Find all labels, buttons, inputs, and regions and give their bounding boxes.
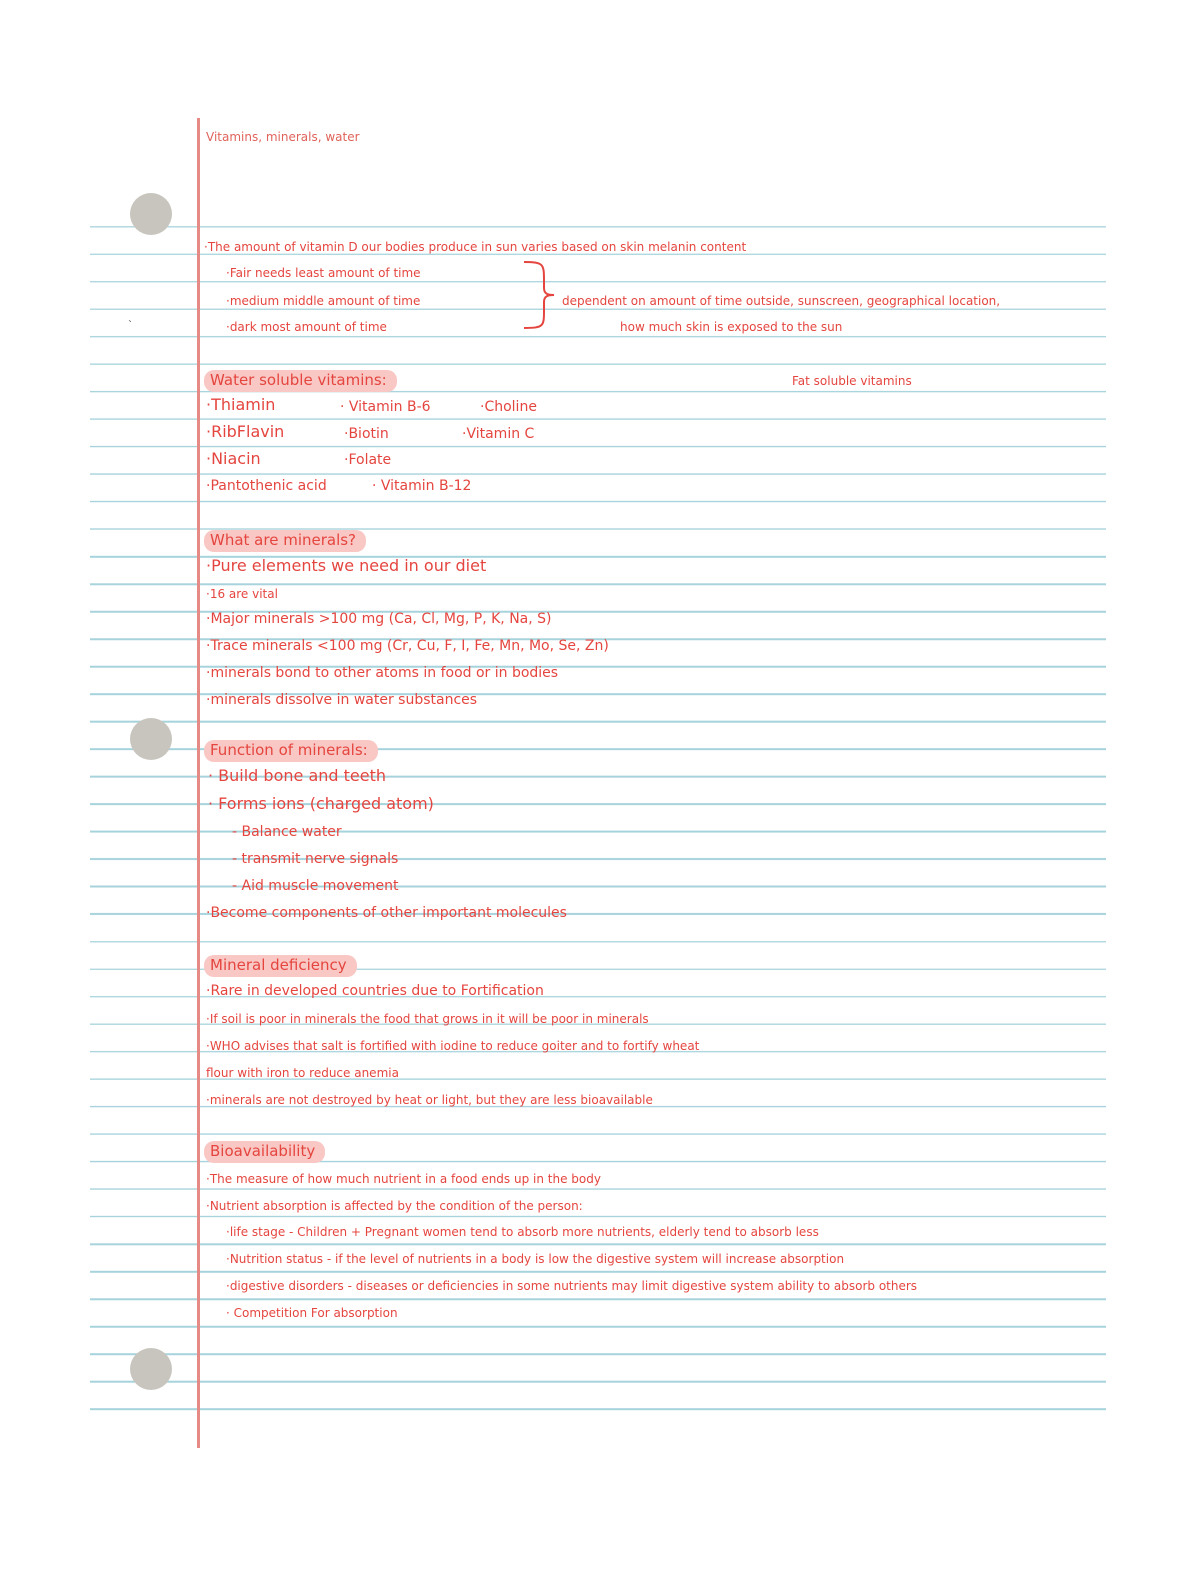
deficiency-item: ·Rare in developed countries due to Fortification [206, 983, 544, 999]
functions-item: · Build bone and teeth [208, 766, 386, 785]
bioavailability-subitem: · Competition For absorption [226, 1306, 398, 1320]
vitamin-d-level: ·medium middle amount of time [226, 294, 421, 308]
punch-hole [130, 193, 172, 235]
minerals-item: ·Major minerals >100 mg (Ca, Cl, Mg, P, K, Na, S) [206, 611, 552, 627]
bioavailability-subitem: ·digestive disorders - diseases or deficiencies in some nutrients may limit digestive system ability to absorb others [226, 1279, 918, 1293]
vitamin-d-dependent: dependent on amount of time outside, sunscreen, geographical location, [562, 294, 1001, 308]
vitamin-d-lead: ·The amount of vitamin D our bodies produce in sun varies based on skin melanin content [204, 240, 747, 254]
page-right-edge [1106, 0, 1200, 1570]
vitamin-item: ·Niacin [206, 449, 261, 468]
bioavailability-subitem: ·Nutrition status - if the level of nutrients in a body is low the digestive system will increase absorption [226, 1252, 845, 1266]
vitamin-d-exposed: how much skin is exposed to the sun [620, 320, 843, 334]
page-title: Vitamins, minerals, water [206, 130, 360, 144]
deficiency-heading: Mineral deficiency [204, 955, 357, 977]
functions-subitem: - Balance water [232, 824, 342, 840]
punch-hole [130, 1348, 172, 1390]
minerals-item: ·16 are vital [206, 587, 278, 601]
deficiency-item: ·WHO advises that salt is fortified with iodine to reduce goiter and to fortify wheat [206, 1039, 700, 1053]
minerals-item: ·Pure elements we need in our diet [206, 556, 487, 575]
vitamin-item: ·Vitamin C [462, 426, 535, 442]
bioavailability-subitem: ·life stage - Children + Pregnant women tend to absorb more nutrients, elderly tend to absorb less [226, 1225, 819, 1239]
vitamin-item: ·Choline [480, 399, 537, 415]
minerals-heading: What are minerals? [204, 530, 366, 552]
water-soluble-heading: Water soluble vitamins: [204, 370, 397, 392]
minerals-item: ·minerals dissolve in water substances [206, 692, 478, 708]
functions-item: · Forms ions (charged atom) [208, 794, 434, 813]
vitamin-item: ·Pantothenic acid [206, 478, 327, 494]
functions-heading: Function of minerals: [204, 740, 378, 762]
page-bottom-margin [0, 1426, 1200, 1570]
minerals-item: ·Trace minerals <100 mg (Cr, Cu, F, I, Fe, Mn, Mo, Se, Zn) [206, 638, 609, 654]
vitamin-item: · Vitamin B-12 [372, 478, 472, 494]
page-left-edge [0, 0, 90, 1570]
vitamin-item: ·RibFlavin [206, 422, 285, 441]
margin-line [197, 118, 200, 1448]
vitamin-item: ·Folate [344, 452, 392, 468]
pen-mark: ` [128, 320, 133, 331]
vitamin-item: ·Biotin [344, 426, 389, 442]
brace-mark [520, 258, 560, 332]
vitamin-item: ·Thiamin [206, 395, 276, 414]
vitamin-d-level: ·Fair needs least amount of time [226, 266, 421, 280]
deficiency-item: ·minerals are not destroyed by heat or light, but they are less bioavailable [206, 1093, 653, 1107]
punch-hole [130, 718, 172, 760]
page-top-margin [0, 0, 1200, 224]
bioavailability-heading: Bioavailability [204, 1141, 325, 1163]
vitamin-d-level: ·dark most amount of time [226, 320, 387, 334]
deficiency-item: flour with iron to reduce anemia [206, 1066, 399, 1080]
functions-item: ·Become components of other important molecules [206, 905, 567, 921]
bioavailability-item: ·Nutrient absorption is affected by the condition of the person: [206, 1199, 583, 1213]
functions-subitem: - Aid muscle movement [232, 878, 399, 894]
minerals-item: ·minerals bond to other atoms in food or in bodies [206, 665, 559, 681]
fat-soluble-label: Fat soluble vitamins [792, 374, 912, 388]
bioavailability-item: ·The measure of how much nutrient in a food ends up in the body [206, 1172, 601, 1186]
vitamin-item: · Vitamin B-6 [340, 399, 431, 415]
functions-subitem: - transmit nerve signals [232, 851, 399, 867]
deficiency-item: ·If soil is poor in minerals the food that grows in it will be poor in minerals [206, 1012, 649, 1026]
